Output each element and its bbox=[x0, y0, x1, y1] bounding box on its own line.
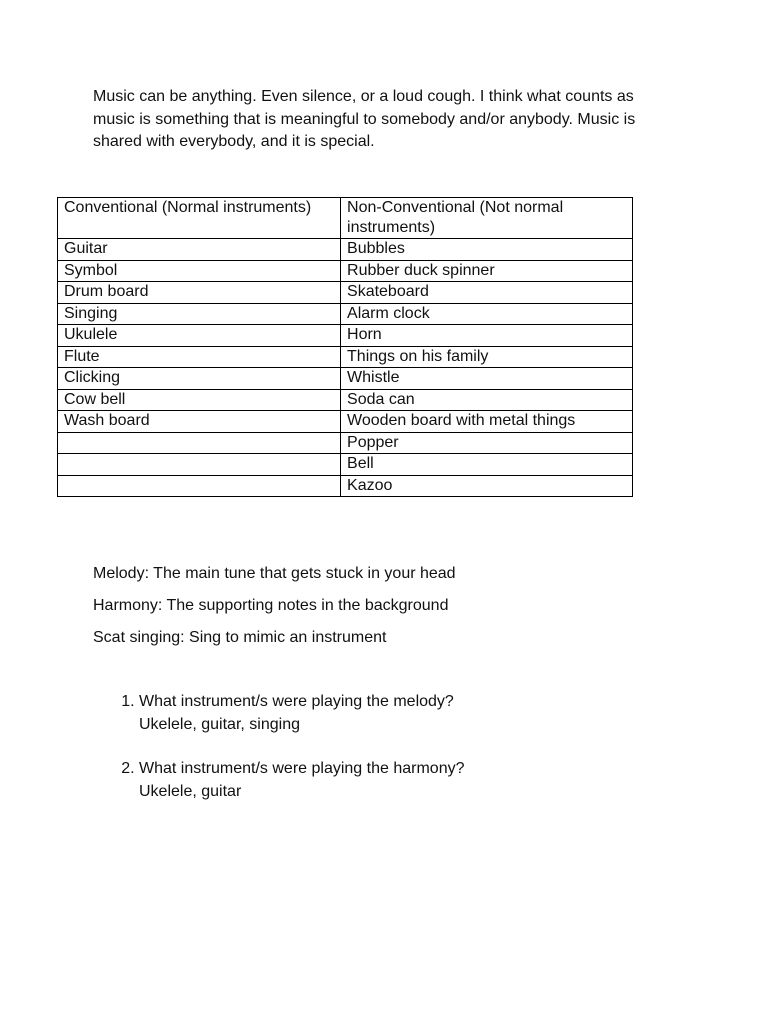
table-cell-conventional: Wash board bbox=[58, 411, 341, 433]
table-row bbox=[58, 239, 633, 261]
table-row bbox=[58, 260, 633, 282]
table-cell-conventional: Clicking bbox=[58, 368, 341, 390]
definition-melody: Melody: The main tune that gets stuck in your head bbox=[93, 565, 456, 582]
table-row bbox=[58, 303, 633, 325]
questions-list bbox=[93, 691, 699, 825]
table-cell-non-conventional: Popper bbox=[341, 432, 633, 454]
header-conventional: Conventional (Normal instruments) bbox=[58, 198, 341, 239]
question-item bbox=[139, 758, 699, 803]
table-row bbox=[58, 432, 633, 454]
table-cell-conventional bbox=[58, 432, 341, 454]
table-cell-conventional: Cow bell bbox=[58, 389, 341, 411]
table-cell-conventional bbox=[58, 475, 341, 497]
table-cell-non-conventional: Rubber duck spinner bbox=[341, 260, 633, 282]
table-cell-non-conventional: Whistle bbox=[341, 368, 633, 390]
table-cell-conventional: Drum board bbox=[58, 282, 341, 304]
table-cell-non-conventional: Wooden board with metal things bbox=[341, 411, 633, 433]
table-cell-conventional bbox=[58, 454, 341, 476]
table-cell-non-conventional: Bell bbox=[341, 454, 633, 476]
table-cell-conventional: Ukulele bbox=[58, 325, 341, 347]
table-row bbox=[58, 325, 633, 347]
table-cell-non-conventional: Bubbles bbox=[341, 239, 633, 261]
table-row bbox=[58, 454, 633, 476]
definitions-section bbox=[93, 563, 673, 659]
table-cell-non-conventional: Skateboard bbox=[341, 282, 633, 304]
table-cell-conventional: Symbol bbox=[58, 260, 341, 282]
table-cell-non-conventional: Alarm clock bbox=[341, 303, 633, 325]
table-row bbox=[58, 368, 633, 390]
table-row bbox=[58, 282, 633, 304]
question-text: What instrument/s were playing the harmony? bbox=[139, 760, 465, 777]
table-cell-non-conventional: Soda can bbox=[341, 389, 633, 411]
table-row bbox=[58, 389, 633, 411]
question-item bbox=[139, 691, 699, 736]
table-row bbox=[58, 411, 633, 433]
question-text: What instrument/s were playing the melody? bbox=[139, 693, 454, 710]
table-row bbox=[58, 475, 633, 497]
table-cell-conventional: Guitar bbox=[58, 239, 341, 261]
intro-paragraph: Music can be anything. Even silence, or a loud cough. I think what counts as music is something that is meaningful to somebody and/or anybody. Music is shared with everybody, and it is special. bbox=[93, 88, 636, 150]
header-non-conventional: Non-Conventional (Not normal instruments) bbox=[341, 198, 633, 239]
table-cell-non-conventional: Kazoo bbox=[341, 475, 633, 497]
definition-harmony: Harmony: The supporting notes in the background bbox=[93, 597, 449, 614]
table-cell-non-conventional: Things on his family bbox=[341, 346, 633, 368]
answer-text: Ukelele, guitar bbox=[139, 782, 242, 800]
table-cell-non-conventional: Horn bbox=[341, 325, 633, 347]
answer-text: Ukelele, guitar, singing bbox=[139, 715, 300, 733]
definition-scat-singing: Scat singing: Sing to mimic an instrument bbox=[93, 629, 387, 646]
table-cell-conventional: Flute bbox=[58, 346, 341, 368]
table-header-row bbox=[58, 198, 633, 239]
table-cell-conventional: Singing bbox=[58, 303, 341, 325]
instruments-table bbox=[57, 197, 633, 497]
table-row bbox=[58, 346, 633, 368]
